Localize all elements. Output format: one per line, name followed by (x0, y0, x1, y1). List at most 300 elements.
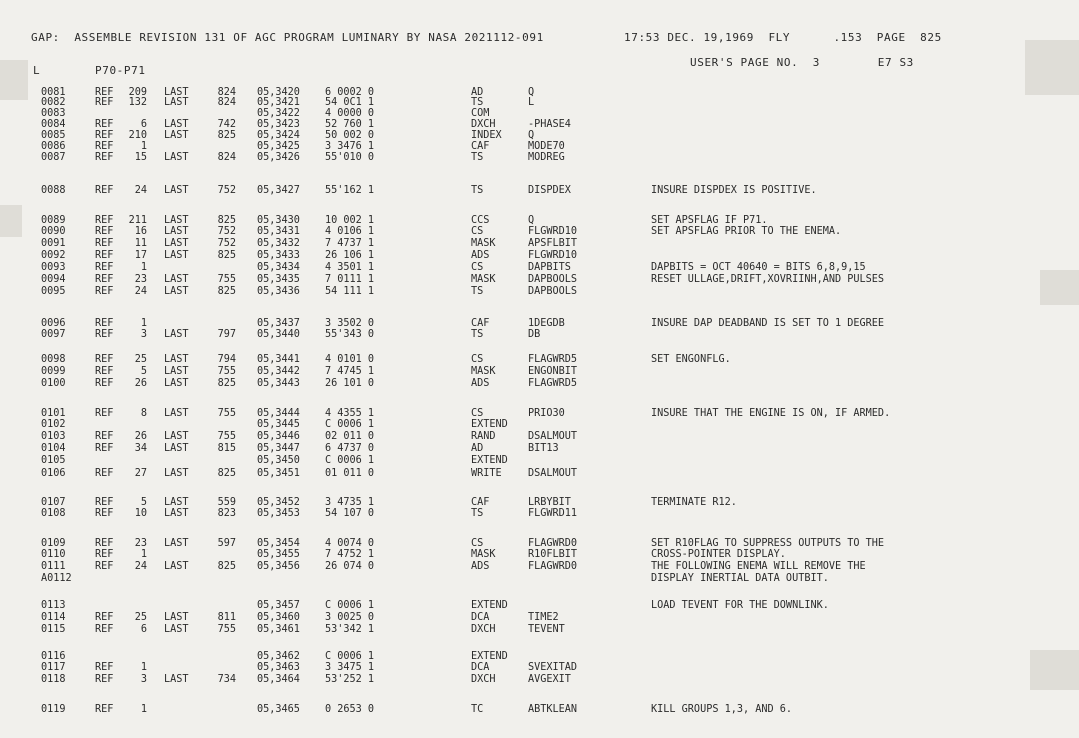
octal-code: C 0006 1 (325, 600, 375, 611)
last-page: 794 (217, 354, 236, 365)
scan-artifact (0, 205, 22, 237)
line-number: 0116 (41, 651, 66, 662)
octal-code: 3 0025 0 (325, 612, 375, 623)
last-label: LAST (164, 354, 189, 365)
octal-code: 02 011 0 (325, 431, 375, 442)
last-page: 811 (217, 612, 236, 623)
opcode: ADS (471, 250, 490, 261)
line-number: 0090 (41, 226, 66, 237)
address: 05,3460 (257, 612, 300, 623)
ref-label: REF (95, 274, 114, 285)
opcode: CAF (471, 497, 490, 508)
line-number: A0112 (41, 573, 72, 584)
comment: SET APSFLAG PRIOR TO THE ENEMA. (651, 226, 842, 237)
opcode: DXCH (471, 674, 496, 685)
listing-timestamp: 17:53 DEC. 19,1969 FLY .153 PAGE 825 (624, 31, 942, 44)
operand: R10FLBIT (528, 549, 578, 560)
octal-code: 52 760 1 (325, 119, 375, 130)
line-number: 0110 (41, 549, 66, 560)
operand: DAPBITS (528, 262, 571, 273)
ref-label: REF (95, 238, 114, 249)
line-number: 0109 (41, 538, 66, 549)
line-number: 0083 (41, 108, 66, 119)
last-page: 825 (217, 561, 236, 572)
last-label: LAST (164, 226, 189, 237)
ref-label: REF (95, 250, 114, 261)
ref-count: 1 (140, 549, 147, 560)
ref-count: 211 (128, 215, 147, 226)
opcode: CS (471, 262, 484, 273)
line-number: 0115 (41, 624, 66, 635)
last-page: 823 (217, 508, 236, 519)
listing-header: GAP: ASSEMBLE REVISION 131 OF AGC PROGRAM LUMINARY BY NASA 2021112-091 (31, 31, 544, 44)
line-number: 0111 (41, 561, 66, 572)
ref-label: REF (95, 538, 114, 549)
last-label: LAST (164, 97, 189, 108)
octal-code: 53'342 1 (325, 624, 375, 635)
operand: DB (528, 329, 541, 340)
octal-code: C 0006 1 (325, 651, 375, 662)
opcode: RAND (471, 431, 496, 442)
comment: INSURE DAP DEADBAND IS SET TO 1 DEGREE (651, 318, 885, 329)
last-page: 752 (217, 185, 236, 196)
line-number: 0098 (41, 354, 66, 365)
line-number: 0107 (41, 497, 66, 508)
last-page: 597 (217, 538, 236, 549)
comment: RESET ULLAGE,DRIFT,XOVRIINH,AND PULSES (651, 274, 885, 285)
opcode: ADS (471, 378, 490, 389)
operand: BIT13 (528, 443, 559, 454)
octal-code: 26 106 1 (325, 250, 375, 261)
octal-code: 7 0111 1 (325, 274, 375, 285)
line-number: 0086 (41, 141, 66, 152)
operand: Q (528, 130, 535, 141)
ref-count: 1 (140, 141, 147, 152)
octal-code: 4 4355 1 (325, 408, 375, 419)
ref-label: REF (95, 497, 114, 508)
address: 05,3435 (257, 274, 300, 285)
ref-label: REF (95, 624, 114, 635)
ref-count: 26 (134, 431, 147, 442)
operand: FLAGWRD0 (528, 538, 578, 549)
octal-code: 7 4737 1 (325, 238, 375, 249)
ref-label: REF (95, 119, 114, 130)
line-number: 0117 (41, 662, 66, 673)
ref-count: 23 (134, 538, 147, 549)
opcode: CS (471, 226, 484, 237)
comment: INSURE THAT THE ENGINE IS ON, IF ARMED. (651, 408, 891, 419)
last-page: 824 (217, 87, 236, 98)
ref-label: REF (95, 674, 114, 685)
line-number: 0089 (41, 215, 66, 226)
comment: TERMINATE R12. (651, 497, 737, 508)
last-label: LAST (164, 508, 189, 519)
address: 05,3442 (257, 366, 300, 377)
opcode: WRITE (471, 468, 502, 479)
ref-count: 24 (134, 185, 147, 196)
ref-count: 132 (128, 97, 147, 108)
line-number: 0091 (41, 238, 66, 249)
opcode: CCS (471, 215, 490, 226)
ref-label: REF (95, 141, 114, 152)
line-number: 0082 (41, 97, 66, 108)
line-number: 0095 (41, 286, 66, 297)
opcode: EXTEND (471, 419, 508, 430)
address: 05,3420 (257, 87, 300, 98)
line-number: 0105 (41, 455, 66, 466)
ref-count: 5 (140, 497, 147, 508)
octal-code: 3 3476 1 (325, 141, 375, 152)
operand: Q (528, 215, 535, 226)
last-label: LAST (164, 538, 189, 549)
opcode: CS (471, 354, 484, 365)
last-label: LAST (164, 152, 189, 163)
opcode: EXTEND (471, 651, 508, 662)
last-label: LAST (164, 378, 189, 389)
line-number: 0085 (41, 130, 66, 141)
last-label: LAST (164, 286, 189, 297)
ref-label: REF (95, 561, 114, 572)
address: 05,3456 (257, 561, 300, 572)
ref-count: 17 (134, 250, 147, 261)
comment: CROSS-POINTER DISPLAY. (651, 549, 786, 560)
last-page: 824 (217, 152, 236, 163)
last-label: LAST (164, 238, 189, 249)
ref-label: REF (95, 97, 114, 108)
address: 05,3437 (257, 318, 300, 329)
line-number: 0094 (41, 274, 66, 285)
address: 05,3455 (257, 549, 300, 560)
operand: DSALMOUT (528, 468, 578, 479)
ref-count: 209 (128, 87, 147, 98)
ref-label: REF (95, 366, 114, 377)
ref-label: REF (95, 508, 114, 519)
octal-code: 26 101 0 (325, 378, 375, 389)
line-number: 0081 (41, 87, 66, 98)
comment: INSURE DISPDEX IS POSITIVE. (651, 185, 817, 196)
line-number: 0118 (41, 674, 66, 685)
scan-artifact (1025, 40, 1079, 95)
last-page: 825 (217, 250, 236, 261)
line-number: 0096 (41, 318, 66, 329)
address: 05,3465 (257, 704, 300, 715)
line-number: 0092 (41, 250, 66, 261)
opcode: MASK (471, 274, 496, 285)
last-page: 755 (217, 366, 236, 377)
ref-count: 25 (134, 612, 147, 623)
address: 05,3452 (257, 497, 300, 508)
ref-count: 25 (134, 354, 147, 365)
ref-label: REF (95, 329, 114, 340)
opcode: MASK (471, 549, 496, 560)
opcode: TS (471, 97, 484, 108)
section-marker: L (33, 64, 40, 77)
address: 05,3436 (257, 286, 300, 297)
last-page: 734 (217, 674, 236, 685)
ref-count: 1 (140, 318, 147, 329)
last-page: 824 (217, 97, 236, 108)
ref-count: 15 (134, 152, 147, 163)
ref-label: REF (95, 226, 114, 237)
ref-count: 1 (140, 262, 147, 273)
opcode: DXCH (471, 119, 496, 130)
last-page: 825 (217, 286, 236, 297)
address: 05,3431 (257, 226, 300, 237)
ref-count: 3 (140, 674, 147, 685)
last-label: LAST (164, 612, 189, 623)
opcode: CS (471, 538, 484, 549)
address: 05,3427 (257, 185, 300, 196)
line-number: 0097 (41, 329, 66, 340)
address: 05,3426 (257, 152, 300, 163)
comment: SET APSFLAG IF P71. (651, 215, 768, 226)
ref-count: 1 (140, 704, 147, 715)
ref-count: 8 (140, 408, 147, 419)
last-label: LAST (164, 119, 189, 130)
ref-count: 1 (140, 662, 147, 673)
address: 05,3453 (257, 508, 300, 519)
scan-artifact (1030, 650, 1079, 690)
line-number: 0104 (41, 443, 66, 454)
opcode: CAF (471, 141, 490, 152)
octal-code: 7 4745 1 (325, 366, 375, 377)
address: 05,3450 (257, 455, 300, 466)
operand: -PHASE4 (528, 119, 571, 130)
last-label: LAST (164, 497, 189, 508)
opcode: TS (471, 185, 484, 196)
opcode: DXCH (471, 624, 496, 635)
last-label: LAST (164, 561, 189, 572)
ref-label: REF (95, 662, 114, 673)
operand: 1DEGDB (528, 318, 565, 329)
octal-code: 54 107 0 (325, 508, 375, 519)
octal-code: 6 4737 0 (325, 443, 375, 454)
opcode: TS (471, 152, 484, 163)
last-page: 752 (217, 226, 236, 237)
ref-label: REF (95, 443, 114, 454)
ref-count: 6 (140, 624, 147, 635)
opcode: ADS (471, 561, 490, 572)
ref-label: REF (95, 612, 114, 623)
ref-count: 26 (134, 378, 147, 389)
last-label: LAST (164, 366, 189, 377)
address: 05,3451 (257, 468, 300, 479)
last-page: 825 (217, 378, 236, 389)
octal-code: 0 2653 0 (325, 704, 375, 715)
opcode: EXTEND (471, 600, 508, 611)
line-number: 0087 (41, 152, 66, 163)
last-page: 742 (217, 119, 236, 130)
opcode: AD (471, 87, 484, 98)
octal-code: 53'252 1 (325, 674, 375, 685)
ref-count: 210 (128, 130, 147, 141)
operand: MODREG (528, 152, 565, 163)
ref-label: REF (95, 408, 114, 419)
opcode: CS (471, 408, 484, 419)
octal-code: 50 002 0 (325, 130, 375, 141)
address: 05,3441 (257, 354, 300, 365)
comment: DISPLAY INERTIAL DATA OUTBIT. (651, 573, 829, 584)
ref-count: 3 (140, 329, 147, 340)
last-page: 825 (217, 130, 236, 141)
ref-count: 34 (134, 443, 147, 454)
octal-code: 10 002 1 (325, 215, 375, 226)
address: 05,3457 (257, 600, 300, 611)
ref-label: REF (95, 318, 114, 329)
octal-code: 4 0000 0 (325, 108, 375, 119)
last-label: LAST (164, 431, 189, 442)
line-number: 0119 (41, 704, 66, 715)
last-page: 755 (217, 431, 236, 442)
scan-artifact (0, 60, 28, 100)
ref-label: REF (95, 87, 114, 98)
line-number: 0102 (41, 419, 66, 430)
last-page: 559 (217, 497, 236, 508)
operand: FLGWRD11 (528, 508, 578, 519)
operand: DAPBOOLS (528, 274, 578, 285)
operand: SVEXITAD (528, 662, 578, 673)
operand: PRIO30 (528, 408, 565, 419)
address: 05,3430 (257, 215, 300, 226)
operand: FLGWRD10 (528, 250, 578, 261)
last-page: 797 (217, 329, 236, 340)
operand: FLAGWRD5 (528, 378, 578, 389)
opcode: TS (471, 329, 484, 340)
last-page: 755 (217, 624, 236, 635)
operand: FLGWRD10 (528, 226, 578, 237)
last-page: 752 (217, 238, 236, 249)
octal-code: C 0006 1 (325, 455, 375, 466)
operand: TEVENT (528, 624, 565, 635)
octal-code: 4 0074 0 (325, 538, 375, 549)
address: 05,3445 (257, 419, 300, 430)
operand: DSALMOUT (528, 431, 578, 442)
opcode: INDEX (471, 130, 502, 141)
octal-code: C 0006 1 (325, 419, 375, 430)
last-label: LAST (164, 130, 189, 141)
opcode: AD (471, 443, 484, 454)
ref-count: 24 (134, 286, 147, 297)
operand: ABTKLEAN (528, 704, 578, 715)
octal-code: 54 0C1 1 (325, 97, 375, 108)
address: 05,3432 (257, 238, 300, 249)
user-page-number: USER'S PAGE NO. 3 E7 S3 (690, 56, 914, 69)
last-label: LAST (164, 87, 189, 98)
comment: KILL GROUPS 1,3, AND 6. (651, 704, 793, 715)
address: 05,3444 (257, 408, 300, 419)
address: 05,3462 (257, 651, 300, 662)
address: 05,3447 (257, 443, 300, 454)
ref-label: REF (95, 431, 114, 442)
ref-count: 6 (140, 119, 147, 130)
ref-count: 5 (140, 366, 147, 377)
operand: ENGONBIT (528, 366, 578, 377)
ref-label: REF (95, 215, 114, 226)
last-page: 825 (217, 468, 236, 479)
last-label: LAST (164, 468, 189, 479)
octal-code: 01 011 0 (325, 468, 375, 479)
comment: LOAD TEVENT FOR THE DOWNLINK. (651, 600, 829, 611)
address: 05,3425 (257, 141, 300, 152)
line-number: 0088 (41, 185, 66, 196)
last-page: 755 (217, 408, 236, 419)
address: 05,3434 (257, 262, 300, 273)
operand: LRBYBIT (528, 497, 571, 508)
comment: SET ENGONFLG. (651, 354, 731, 365)
last-page: 815 (217, 443, 236, 454)
ref-count: 16 (134, 226, 147, 237)
last-page: 825 (217, 215, 236, 226)
operand: AVGEXIT (528, 674, 571, 685)
address: 05,3463 (257, 662, 300, 673)
last-label: LAST (164, 329, 189, 340)
octal-code: 7 4752 1 (325, 549, 375, 560)
ref-label: REF (95, 704, 114, 715)
octal-code: 26 074 0 (325, 561, 375, 572)
octal-code: 4 0101 0 (325, 354, 375, 365)
address: 05,3422 (257, 108, 300, 119)
ref-count: 23 (134, 274, 147, 285)
opcode: TS (471, 508, 484, 519)
last-label: LAST (164, 674, 189, 685)
operand: Q (528, 87, 535, 98)
ref-label: REF (95, 354, 114, 365)
ref-count: 24 (134, 561, 147, 572)
last-label: LAST (164, 215, 189, 226)
operand: L (528, 97, 535, 108)
comment: THE FOLLOWING ENEMA WILL REMOVE THE (651, 561, 866, 572)
octal-code: 6 0002 0 (325, 87, 375, 98)
last-label: LAST (164, 443, 189, 454)
operand: FLAGWRD0 (528, 561, 578, 572)
octal-code: 3 4735 1 (325, 497, 375, 508)
operand: MODE70 (528, 141, 565, 152)
last-label: LAST (164, 250, 189, 261)
ref-count: 11 (134, 238, 147, 249)
opcode: EXTEND (471, 455, 508, 466)
ref-count: 27 (134, 468, 147, 479)
line-number: 0103 (41, 431, 66, 442)
opcode: DCA (471, 612, 490, 623)
address: 05,3440 (257, 329, 300, 340)
address: 05,3424 (257, 130, 300, 141)
line-number: 0108 (41, 508, 66, 519)
last-label: LAST (164, 185, 189, 196)
line-number: 0101 (41, 408, 66, 419)
opcode: DCA (471, 662, 490, 673)
last-label: LAST (164, 408, 189, 419)
line-number: 0113 (41, 600, 66, 611)
octal-code: 54 111 1 (325, 286, 375, 297)
ref-label: REF (95, 262, 114, 273)
line-number: 0106 (41, 468, 66, 479)
octal-code: 55'162 1 (325, 185, 375, 196)
octal-code: 4 0106 1 (325, 226, 375, 237)
octal-code: 3 3502 0 (325, 318, 375, 329)
address: 05,3446 (257, 431, 300, 442)
operand: FLAGWRD5 (528, 354, 578, 365)
last-page: 755 (217, 274, 236, 285)
ref-label: REF (95, 130, 114, 141)
octal-code: 4 3501 1 (325, 262, 375, 273)
address: 05,3443 (257, 378, 300, 389)
program-label: P70-P71 (95, 64, 146, 77)
line-number: 0093 (41, 262, 66, 273)
ref-label: REF (95, 286, 114, 297)
address: 05,3454 (257, 538, 300, 549)
opcode: MASK (471, 238, 496, 249)
ref-label: REF (95, 378, 114, 389)
